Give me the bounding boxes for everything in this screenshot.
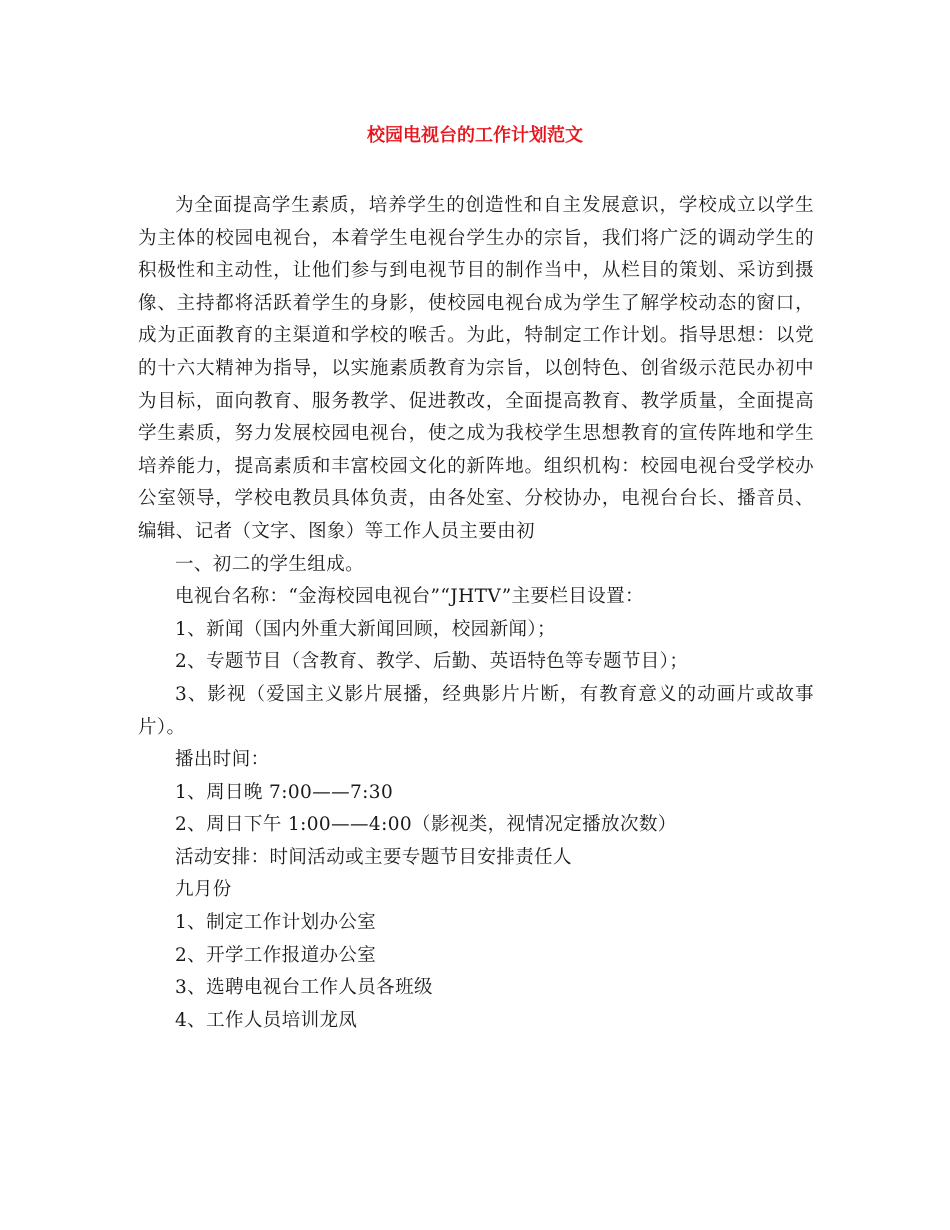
body-line: 2、周日下午 1:00——4:00（影视类，视情况定播放次数）: [175, 814, 677, 836]
body-line: 3、影视（爱国主义影片展播，经典影片片断，有教育意义的动画片或故事片）。: [138, 683, 814, 738]
body-line: 播出时间：: [175, 749, 270, 771]
body-line: 2、专题节目（含教育、教学、后勤、英语特色等专题节目）；: [175, 651, 689, 673]
document-title: 校园电视台的工作计划范文: [367, 125, 583, 146]
body-line: 4、工作人员培训龙凤: [175, 1009, 358, 1031]
body-line: 一、初二的学生组成。: [175, 553, 365, 575]
body-line: 活动安排：时间活动或主要专题节目安排责任人: [175, 846, 572, 868]
body-line: 1、周日晚 7:00——7:30: [175, 781, 394, 803]
body-line: 2、开学工作报道办公室: [175, 944, 377, 966]
body-line: 1、新闻（国内外重大新闻回顾，校园新闻）；: [175, 618, 556, 640]
body-line: 九月份: [175, 879, 232, 901]
body-line: 1、制定工作计划办公室: [175, 912, 377, 934]
intro-paragraph: 为全面提高学生素质，培养学生的创造性和自主发展意识，学校成立以学生为主体的校园电视台，本着学生电视台学生办的宗旨，我们将广泛的调动学生的积极性和主动性，让他们参与到电视节目的制作当中，从栏目的策划、采访到摄像、主持都将活跃着学生的身影，使校园电视台成为学生了解学校动态的窗口，成为正面教育的主渠道和学校的喉舌。为此，特制定工作计划。指导思想：以党的十六大精神为指导，以实施素质教育为宗旨，以创特色、创省级示范民办初中为目标，面向教育、服务教学、促进教改，全面提高教育、教学质量，全面提高学生素质，努力发展校园电视台，使之成为我校学生思想教育的宣传阵地和学生培养能力，提高素质和丰富校园文化的新阵地。组织机构：校园电视台受学校办公室领导，学校电教员具体负责，由各处室、分校协办，电视台台长、播音员、编辑、记者（文字、图象）等工作人员主要由初: [138, 195, 814, 542]
document-body: [138, 190, 814, 1037]
body-line: 3、选聘电视台工作人员各班级: [175, 977, 433, 999]
body-line: 电视台名称：“金海校园电视台”“JHTV”主要栏目设置：: [175, 586, 644, 608]
